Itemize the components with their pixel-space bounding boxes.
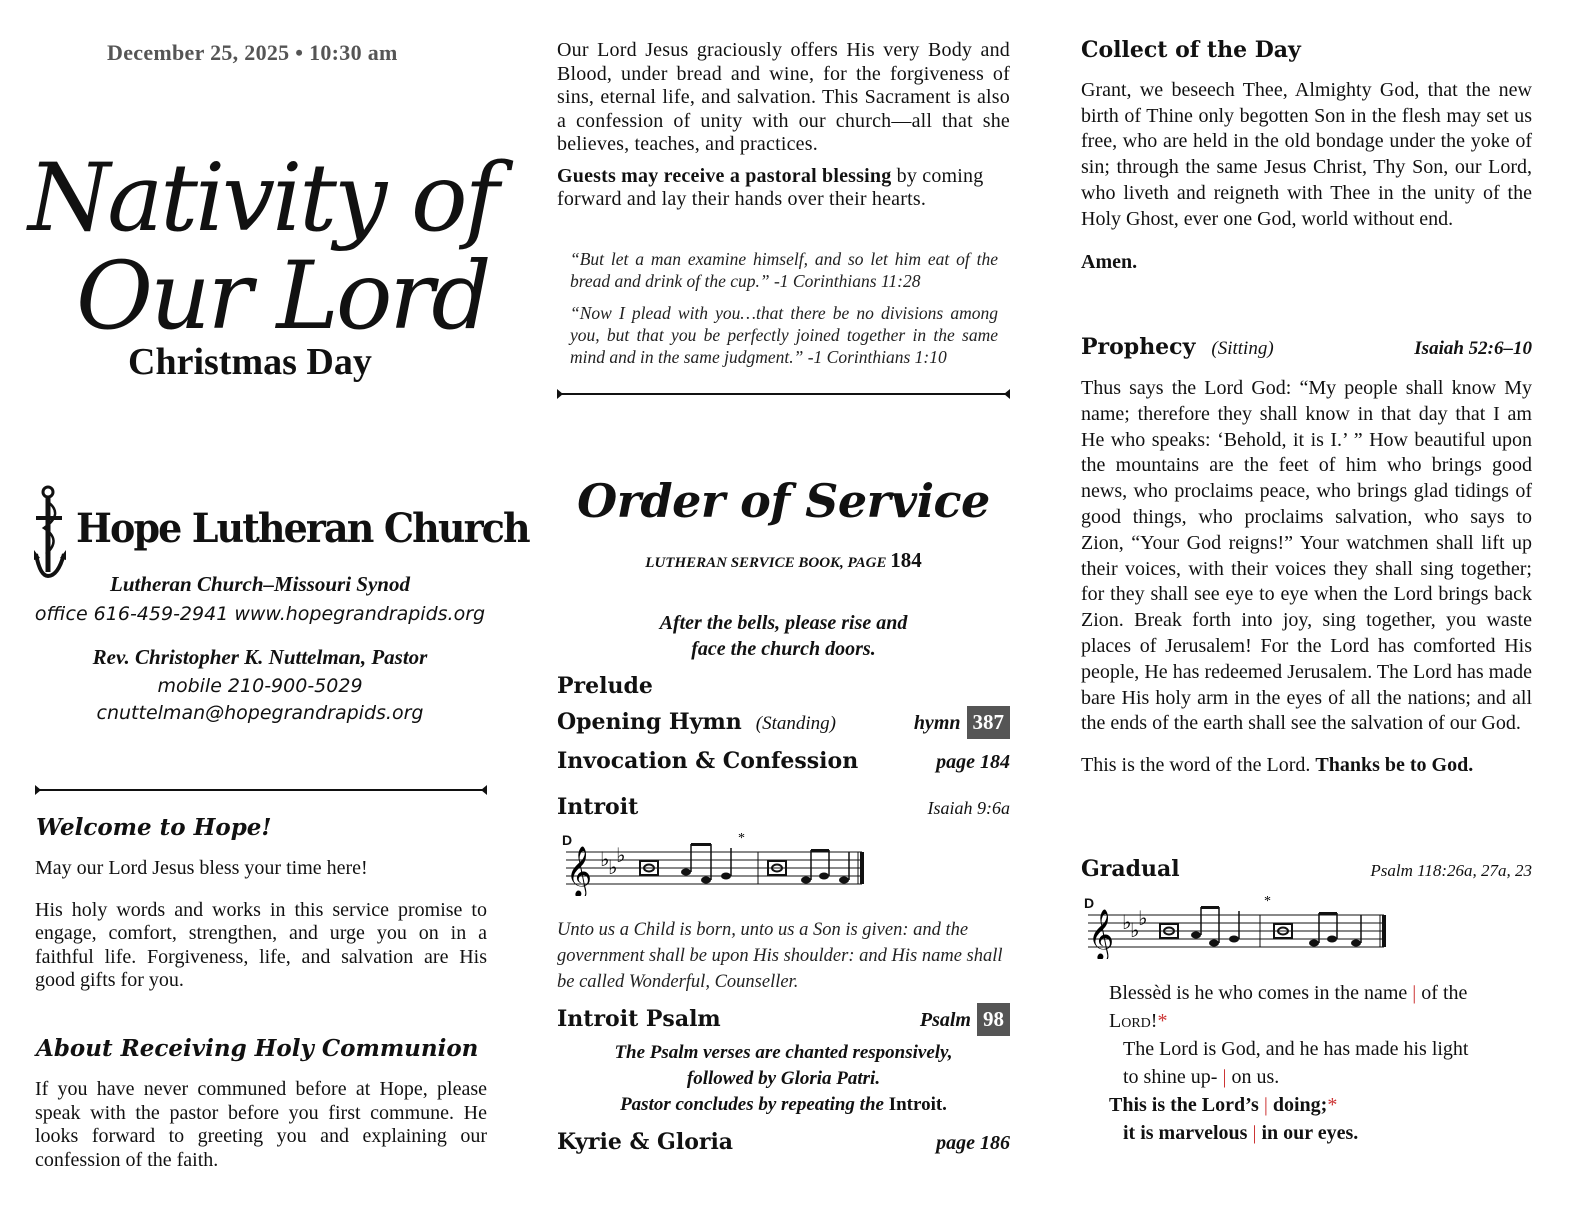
svg-text:♭: ♭ (1130, 918, 1140, 942)
item-prelude (557, 673, 1010, 699)
synod-label: Lutheran Church–Missouri Synod (110, 572, 410, 596)
title-line-1: Nativity of (28, 144, 497, 253)
communion-heading: About Receiving Holy Communion (36, 1035, 479, 1062)
divider-left (35, 789, 487, 791)
svg-text:♭: ♭ (1138, 906, 1148, 930)
item-opening-hymn (557, 706, 1010, 739)
collect-heading: Collect of the Day (1081, 37, 1301, 63)
quote-2: “Now I plead with you…that there be no divisions among you, but that you be perfectly joined together in the same mind and in the same judgment.” -1 Corinthians 1:10 (570, 303, 998, 367)
response-bold: Thanks be to God. (1315, 754, 1474, 777)
prelude-title: Prelude (557, 673, 653, 699)
title-line-2: Our Lord (76, 242, 489, 351)
rise-line-1: After the bells, please rise and (659, 612, 908, 634)
introit-ref: Isaiah 9:6a (927, 798, 1010, 818)
gradual-line-1: Blessèd is he who comes in the name | of the (1109, 982, 1468, 1004)
prophecy-body (1081, 376, 1532, 797)
welcome-p2: His holy words and works in this service promise to engage, comfort, strengthen, and urge you on in a faithful life. Forgiveness, life, and salvation are His good gifts for you. (35, 898, 487, 991)
staff-notation (562, 830, 872, 896)
gradual-music-staff (1084, 893, 1394, 959)
svg-text:♭: ♭ (608, 855, 618, 879)
prophecy-text: Thus says the Lord God: “My people shall know My name; therefore they shall know in that day that I am He who speaks: ‘Behold, it is I.’ ” How beautiful upon the mountains are the feet of him who brings good news, who proclaims peace, who brings glad tidings of good things, who proclaims salvation, who says to Zion, “Your God reigns!” Your watchmen shall lift up their voices, with their voices they shall sing together; for they shall see eye to eye when the Lord brings back Zion. Break forth into joy, sing together, you waste places of Jerusalem! For the Lord has comforted His people, He has redeemed Jerusalem. The Lord has made bare His holy arm in the eyes of all the nations; and all the ends of the earth shall see the salvation of our God. (1081, 377, 1532, 735)
svg-text:𝄞: 𝄞 (1088, 909, 1115, 959)
pastor-mobile: mobile 210-900-5029 (157, 675, 363, 697)
introit-psalm-title: Introit Psalm (557, 1006, 721, 1032)
introit-title: Introit (557, 794, 639, 820)
gradual-staff-notation (1084, 893, 1394, 959)
asterisk-mark: * (1157, 1010, 1168, 1032)
welcome-heading: Welcome to Hope! (36, 814, 272, 841)
gradual-line-5: This is the Lord’s | doing;* (1109, 1094, 1338, 1116)
hymn-label: hymn (913, 712, 961, 734)
gradual-header (1081, 856, 1532, 882)
svg-text:𝄞: 𝄞 (566, 846, 593, 896)
rise-line-2: face the church doors. (691, 638, 876, 660)
introit-text: Unto us a Child is born, unto us a Son is given: and the government shall be upon His shoulder: and His name shall be called Wonderful, Counseller. (557, 920, 1003, 992)
invocation-page: page 184 (936, 751, 1010, 773)
prophecy-note: (Sitting) (1211, 338, 1274, 359)
anchor-icon (34, 484, 78, 584)
psalm-instruction (557, 1040, 1010, 1118)
psalm-note-1: The Psalm verses are chanted responsively, (614, 1042, 953, 1063)
communion-quotes (570, 248, 998, 378)
invocation-title: Invocation & Confession (557, 748, 859, 774)
gradual-heading: Gradual (1081, 856, 1180, 882)
guests-bold: Guests may receive a pastoral blessing (557, 164, 892, 187)
introit-music-key: D (562, 832, 573, 848)
communion-body (35, 1078, 487, 1190)
gradual-line-3: The Lord is God, and he has made his light (1123, 1038, 1469, 1060)
gradual-line-2: Lord!* (1109, 1010, 1168, 1032)
introit-music-staff (562, 830, 872, 896)
hymn-number-badge: 387 (967, 706, 1011, 739)
pastor-name: Rev. Christopher K. Nuttelman, Pastor (92, 645, 428, 669)
collect-body (1081, 78, 1532, 294)
prophecy-heading: Prophecy (1081, 334, 1196, 360)
welcome-p1: May our Lord Jesus bless your time here! (35, 857, 368, 879)
svg-text:*: * (738, 831, 745, 846)
collect-amen: Amen. (1081, 251, 1138, 274)
communion-p2: Our Lord Jesus graciously offers His very Body and Blood, under bread and wine, for the forgiveness of sins, eternal life, and salvation. This Sacrament is also a confession of unity with our church—all that she believes, teaches, and practices. (557, 39, 1010, 155)
item-introit-psalm (557, 1003, 1010, 1036)
pastor-email: cnuttelman@hopegrandrapids.org (96, 702, 424, 724)
svg-text:♭: ♭ (600, 847, 610, 871)
quote-1: “But let a man examine himself, and so let him eat of the bread and drink of the cup.” -1 Corinthians 11:28 (570, 249, 998, 291)
prophecy-response (1081, 753, 1532, 779)
item-invocation (557, 748, 1010, 774)
collect-text: Grant, we beseech Thee, Almighty God, that the new birth of Thine only begotten Son in the flesh may set us free, who are held in the old bondage under the yoke of sin; through the same Jesus Christ, Thy Son, our Lord, who liveth and reigneth with Thee in the unity of the Holy Ghost, ever one God, world without end. (1081, 79, 1532, 230)
item-introit (557, 794, 1010, 820)
lsb-label: LUTHERAN SERVICE BOOK, PAGE (645, 555, 887, 571)
pointing-bar: | (1412, 982, 1417, 1004)
item-kyrie (557, 1129, 1010, 1155)
gradual-ref: Psalm 118:26a, 27a, 23 (1370, 861, 1532, 880)
lsb-reference (557, 548, 1010, 573)
gradual-line-6: it is marvelous | in our eyes. (1123, 1122, 1359, 1144)
opening-hymn-title: Opening Hymn (557, 709, 742, 735)
gradual-music-key: D (1084, 895, 1095, 911)
service-subtitle: Christmas Day (128, 341, 372, 383)
communion-guests (557, 165, 1010, 212)
church-logo-name: Hope Lutheran Church (76, 505, 529, 552)
svg-text:*: * (1264, 894, 1271, 909)
psalm-note-3b: Introit. (888, 1094, 947, 1115)
svg-text:♭: ♭ (1122, 910, 1132, 934)
divider-middle (557, 393, 1010, 395)
service-title (28, 144, 528, 351)
communion-p1: If you have never communed before at Hope, please speak with the pastor before you first commune. He looks forward to greeting you and explaining our confession of the faith. (35, 1078, 487, 1171)
rise-instruction (557, 610, 1010, 662)
service-date: December 25, 2025 • 10:30 am (107, 40, 398, 65)
kyrie-page: page 186 (936, 1132, 1010, 1154)
opening-hymn-note: (Standing) (755, 713, 836, 734)
psalm-note-3: Pastor concludes by repeating the (620, 1094, 884, 1115)
order-heading: Order of Service (577, 474, 990, 528)
gradual-line-4: to shine up- | on us. (1123, 1066, 1280, 1088)
gradual-text (1109, 979, 1539, 1147)
guests-rest: by coming forward and lay their hands over their hearts. (557, 164, 984, 210)
psalm-number-badge: 98 (977, 1003, 1010, 1036)
welcome-body (35, 857, 487, 1011)
psalm-note-2: followed by Gloria Patri. (686, 1068, 881, 1089)
psalm-label: Psalm (919, 1009, 971, 1031)
office-contact: office 616-459-2941 www.hopegrandrapids.org (34, 603, 486, 625)
prophecy-header (1081, 334, 1532, 360)
communion-body-cont (557, 39, 1010, 230)
prophecy-ref: Isaiah 52:6–10 (1414, 338, 1532, 359)
svg-text:♭: ♭ (616, 843, 626, 867)
response-plain: This is the word of the Lord. (1081, 754, 1311, 777)
lsb-page: 184 (890, 548, 922, 572)
kyrie-title: Kyrie & Gloria (557, 1129, 734, 1155)
